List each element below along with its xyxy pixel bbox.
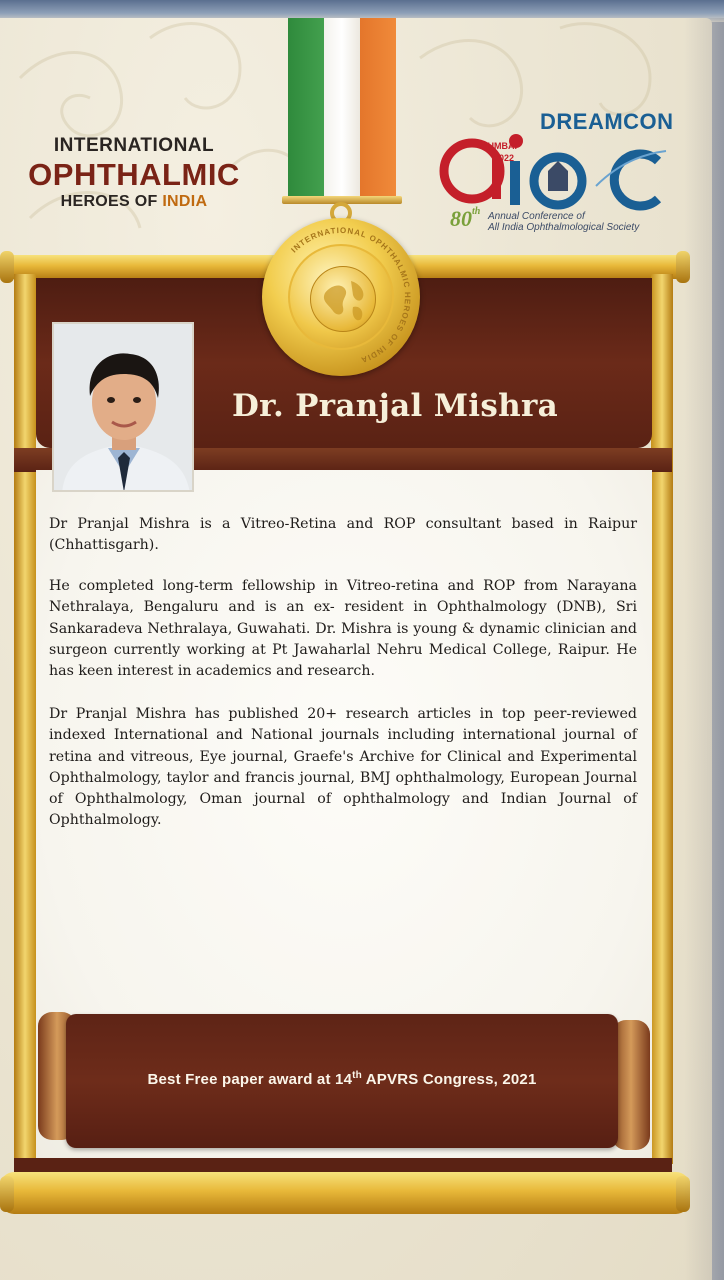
doctor-name: Dr. Pranjal Mishra bbox=[232, 388, 558, 424]
logo-brand: DREAMCON bbox=[540, 109, 674, 134]
page-edge-shadow bbox=[684, 18, 724, 1280]
bio-paragraph-1: Dr Pranjal Mishra is a Vitreo-Retina and ROP consultant based in Raipur (Chhattisgarh). bbox=[49, 516, 637, 554]
tricolor-ribbon bbox=[288, 18, 396, 200]
conference-line-2: All India Ophthalmological Society bbox=[488, 222, 640, 233]
logo-year: 2022 bbox=[494, 153, 515, 163]
conference-line-1: Annual Conference of bbox=[488, 211, 585, 222]
logo-city: MUMBAI bbox=[480, 141, 517, 151]
bottom-gold-rod bbox=[0, 1172, 690, 1214]
doctor-photo bbox=[52, 322, 194, 492]
program-title bbox=[18, 135, 250, 211]
conference-caption bbox=[488, 211, 639, 233]
aioc-wordmark-icon bbox=[436, 131, 672, 215]
anniversary-suffix: th bbox=[472, 206, 481, 217]
anniversary-number bbox=[450, 206, 480, 232]
bio-paragraph-3: Dr Pranjal Mishra has published 20+ research articles in top peer-reviewed indexed International and National journals including international journal of retina and vitreous, Eye journal, Graefe's Archive for Clinical and Experimental Ophthalmology, taylor and francis journal, BMJ ophthalmology, European Journal of Ophthalmology, Oman journal of ophthalmology and Indian Journal of Ophthalmology. bbox=[49, 706, 637, 829]
title-line-heroes bbox=[18, 193, 250, 211]
top-rod-cap-left bbox=[0, 251, 14, 283]
anniversary-value: 80 bbox=[450, 206, 472, 231]
title-line-ophthalmic: OPHTHALMIC bbox=[28, 157, 240, 192]
bio-paragraph-2: He completed long-term fellowship in Vitreo-retina and ROP from Narayana Nethralaya, Bengaluru and is an ex- resident in Ophthalmology (DNB), Sri Sankaradeva Nethralaya, Guwahati. Dr. Mishra is young & dynamic clinician and surgeon currently working at Pt Jawaharlal Nehru Medical College, Raipur. He has keen interest in academics and research. bbox=[49, 578, 637, 680]
gold-medal bbox=[262, 218, 420, 376]
title-heroes-text: HEROES OF bbox=[60, 193, 163, 210]
award-banner bbox=[66, 1014, 618, 1148]
globe-icon bbox=[310, 266, 376, 332]
frame-left-pillar bbox=[14, 274, 36, 1164]
title-india-text: INDIA bbox=[162, 193, 208, 210]
medal-inscription-text: INTERNATIONAL OPHTHALMIC HEROES OF INDIA bbox=[289, 225, 413, 365]
award-superscript: th bbox=[352, 1070, 362, 1081]
award-text-end: APVRS Congress, 2021 bbox=[361, 1071, 537, 1088]
medal-center bbox=[288, 244, 394, 350]
bottom-rod-cap-left bbox=[0, 1176, 14, 1212]
title-line-international: INTERNATIONAL bbox=[53, 135, 215, 156]
portrait-avatar bbox=[54, 324, 194, 492]
award-text bbox=[66, 1070, 618, 1088]
frame-right-pillar bbox=[651, 274, 673, 1164]
aioc-logo bbox=[436, 105, 672, 245]
award-text-main: Best Free paper award at 14 bbox=[147, 1071, 353, 1088]
